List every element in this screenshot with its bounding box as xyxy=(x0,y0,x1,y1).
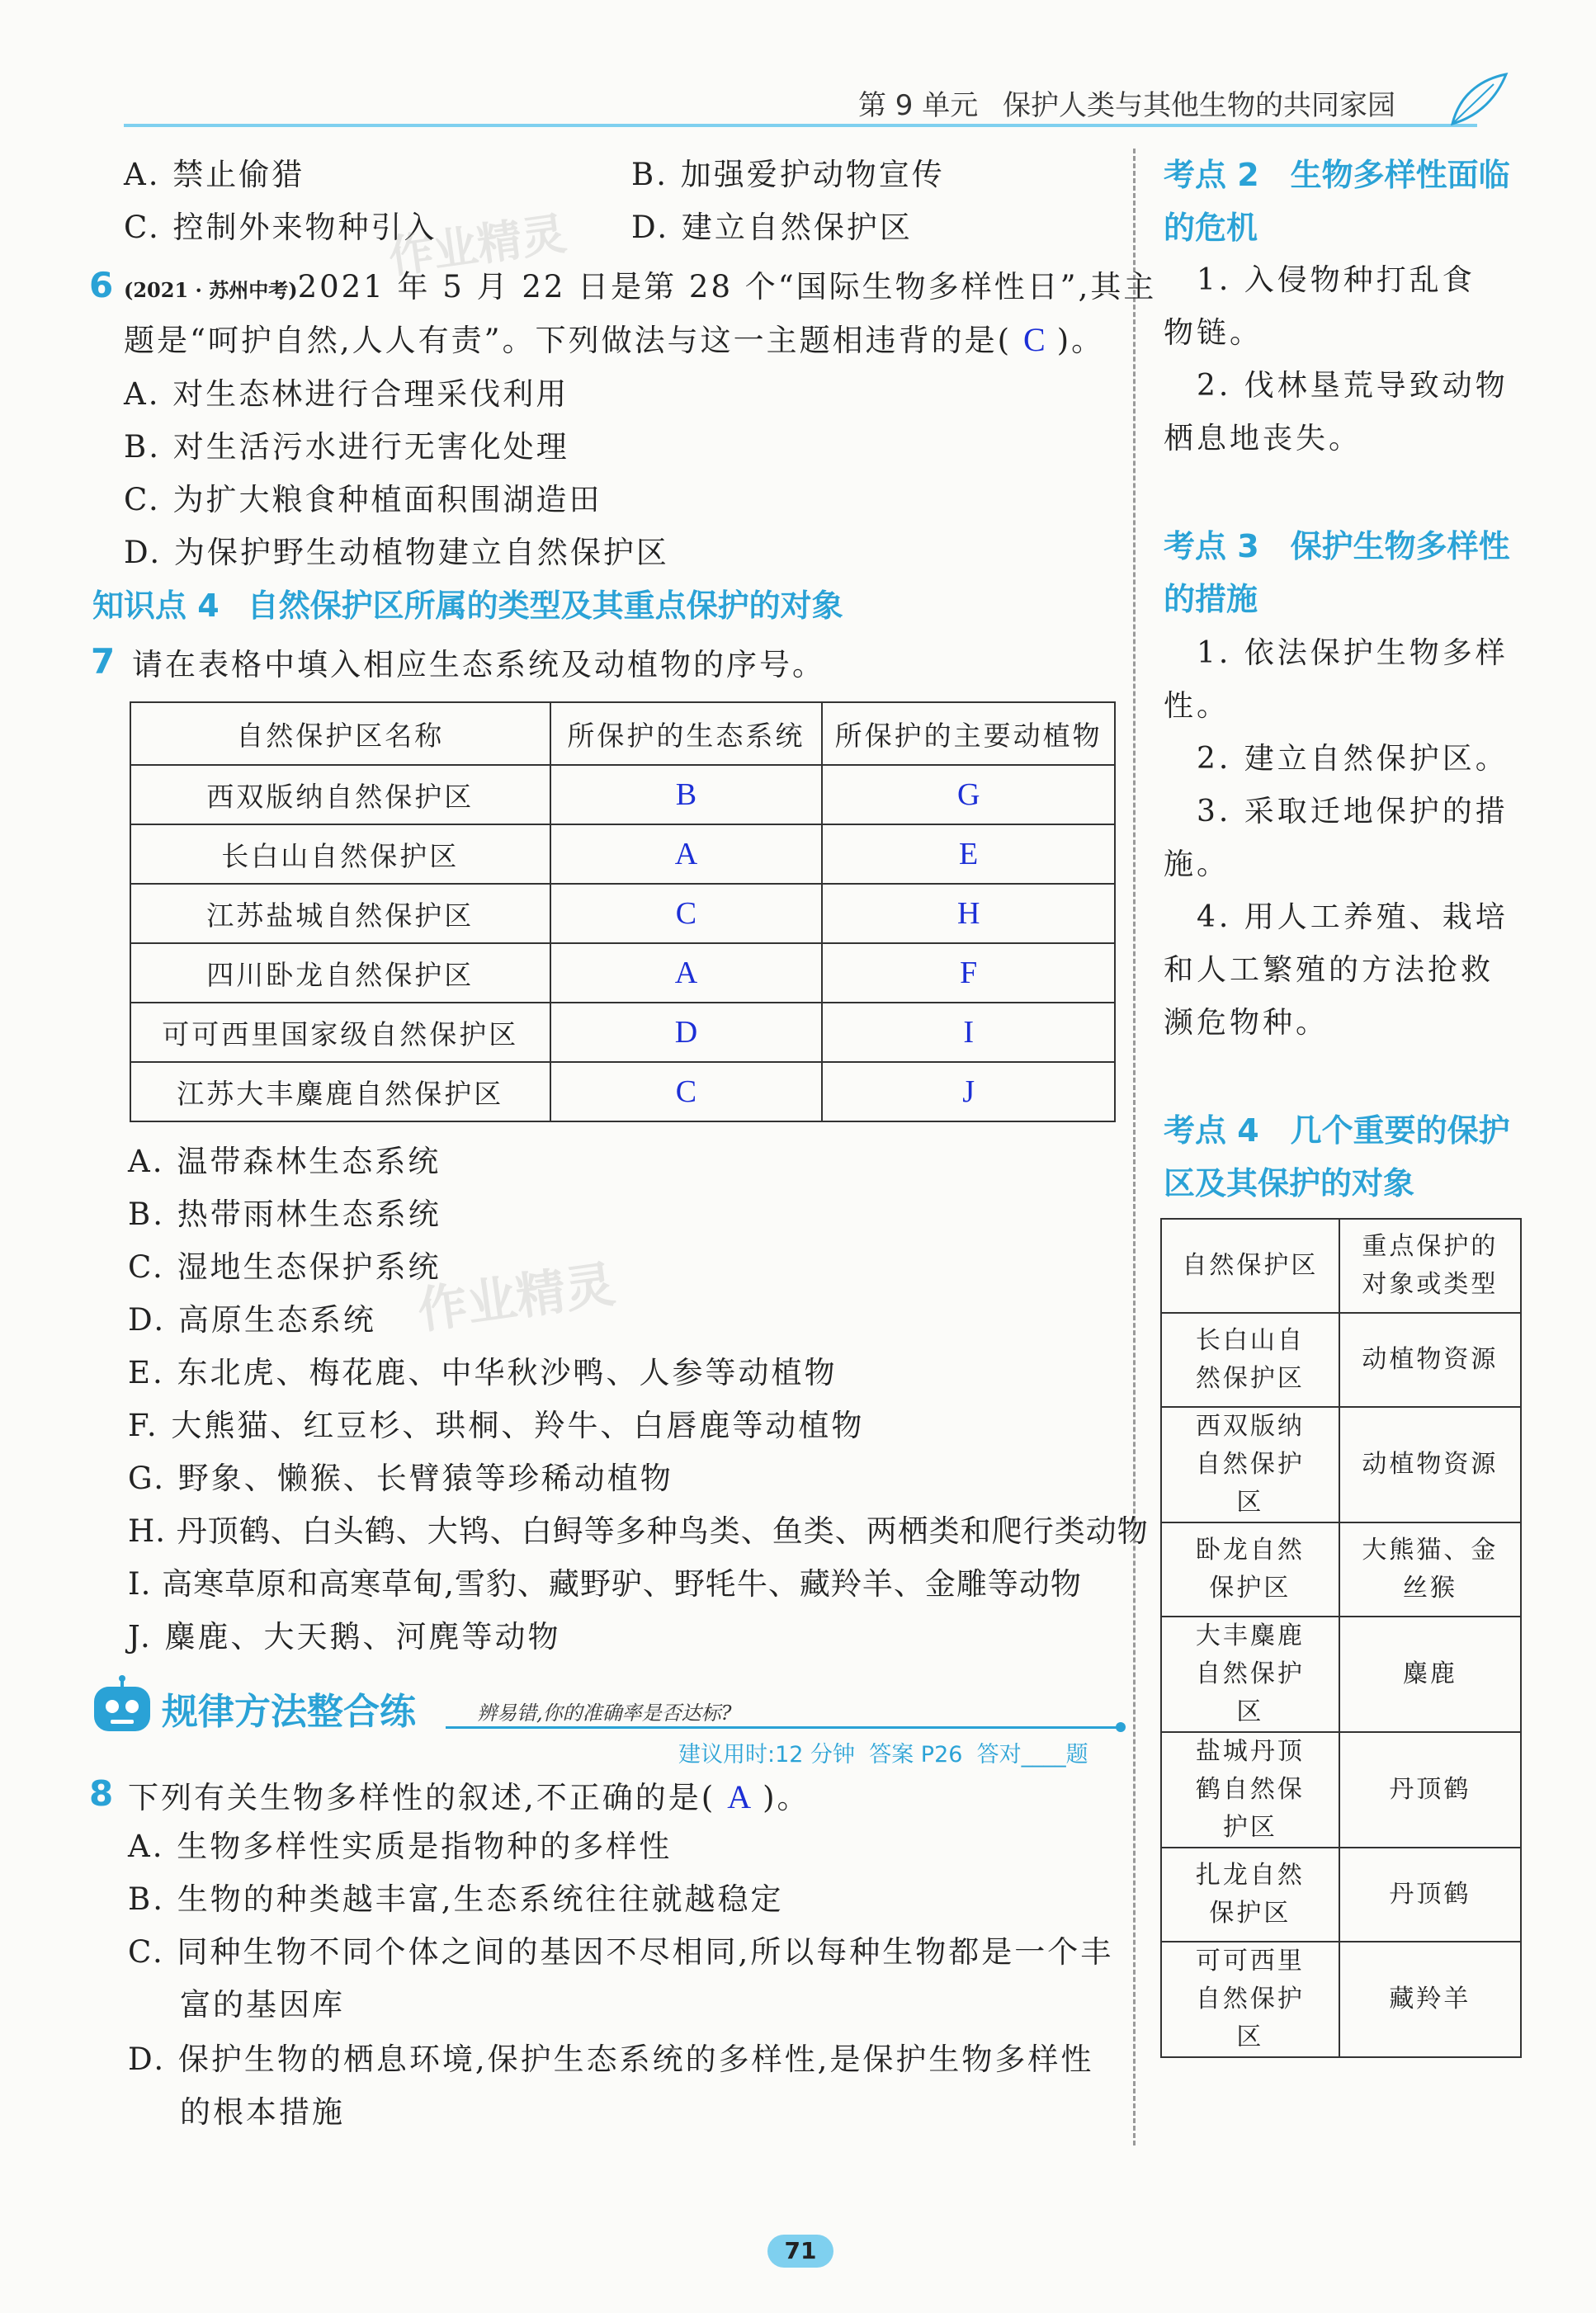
kd3-line: 3. 采取迁地保护的措 xyxy=(1164,795,1509,828)
q7-option-h: H. 丹顶鹤、白头鹤、大鸨、白鲟等多种鸟类、鱼类、两栖类和爬行类动物 xyxy=(128,1513,1149,1549)
kd3-title-line1: 考点 3 保护生物多样性 xyxy=(1164,528,1510,564)
kd3-line: 濒危物种。 xyxy=(1164,1006,1329,1040)
q7-option-c: C. 湿地生态保护系统 xyxy=(128,1249,441,1285)
q6-option-a: A. 对生态林进行合理采伐利用 xyxy=(124,376,569,412)
q8-stem-pre: 下列有关生物多样性的叙述,不正确的是( xyxy=(128,1780,716,1815)
sidebar-row-target: 麋鹿 xyxy=(1339,1617,1521,1732)
header-rule xyxy=(124,124,1477,127)
table-row xyxy=(130,765,1115,824)
q7-row-eco-answer: C xyxy=(550,1062,823,1121)
q7-option-b: B. 热带雨林生态系统 xyxy=(128,1197,441,1232)
kd3-line: 和人工繁殖的方法抢救 xyxy=(1164,953,1494,987)
sidebar-row-area: 扎龙自然保护区 xyxy=(1161,1848,1339,1942)
q6-option-b: B. 对生活污水进行无害化处理 xyxy=(124,429,569,465)
kd3-title-line2: 的措施 xyxy=(1164,581,1258,617)
q7-number: 7 xyxy=(91,641,116,682)
table-row xyxy=(1161,1522,1521,1617)
sidebar-row-target: 动植物资源 xyxy=(1339,1313,1521,1407)
sidebar-table-header xyxy=(1161,1219,1521,1313)
practice-rule-dot xyxy=(1116,1722,1126,1732)
q6-source: (2021 · 苏州中考) xyxy=(124,278,298,302)
table-row xyxy=(130,824,1115,884)
kd2-title-line1: 考点 2 生物多样性面临 xyxy=(1164,157,1510,193)
q7-row-name: 长白山自然保护区 xyxy=(130,824,550,884)
sidebar-row-target: 藏羚羊 xyxy=(1339,1942,1521,2057)
table-row xyxy=(1161,1313,1521,1407)
q7-row-species-answer: H xyxy=(822,884,1115,943)
q7-row-eco-answer: D xyxy=(550,1003,823,1062)
q7-row-name: 可可西里国家级自然保护区 xyxy=(130,1003,550,1062)
sidebar-row-target: 丹顶鹤 xyxy=(1339,1848,1521,1942)
q7-row-eco-answer: A xyxy=(550,943,823,1003)
q8-stem-post: )。 xyxy=(763,1780,810,1815)
table-row xyxy=(130,884,1115,943)
q8-option-b: B. 生物的种类越丰富,生态系统往往就越稳定 xyxy=(128,1881,784,1917)
sidebar-row-area: 可可西里自然保护区 xyxy=(1161,1942,1339,2057)
q5-option-c: C. 控制外来物种引入 xyxy=(124,210,437,245)
table-row xyxy=(1161,1617,1521,1732)
q7-row-name: 江苏大丰麋鹿自然保护区 xyxy=(130,1062,550,1121)
q7-row-name: 西双版纳自然保护区 xyxy=(130,765,550,824)
q8-option-a: A. 生物多样性实质是指物种的多样性 xyxy=(128,1829,673,1864)
q8-option-c: C. 同种生物不同个体之间的基因不尽相同,所以每种生物都是一个丰 xyxy=(128,1934,1114,1970)
practice-rule xyxy=(446,1726,1121,1729)
table-row xyxy=(130,1003,1115,1062)
q7-option-j: J. 麋鹿、大天鹅、河麂等动物 xyxy=(128,1619,561,1655)
kd2-line: 物链。 xyxy=(1164,316,1263,350)
q7-row-species-answer: F xyxy=(822,943,1115,1003)
sidebar-header-area: 自然保护区 xyxy=(1161,1219,1339,1313)
watermark: 作业精灵 xyxy=(385,207,569,284)
q5-option-b: B. 加强爱护动物宣传 xyxy=(631,157,945,192)
q7-row-eco-answer: C xyxy=(550,884,823,943)
kd2-line: 栖息地丧失。 xyxy=(1164,422,1362,456)
sidebar-row-target: 丹顶鹤 xyxy=(1339,1732,1521,1848)
q6-stem-pre: 题是“呵护自然,人人有责”。下列做法与这一主题相违背的是( xyxy=(124,323,1013,358)
q6-stem-line1 xyxy=(124,267,1156,310)
q7-option-e: E. 东北虎、梅花鹿、中华秋沙鸭、人参等动植物 xyxy=(128,1355,838,1390)
q6-stem-post: )。 xyxy=(1056,323,1105,358)
knowledge4-heading xyxy=(92,586,843,625)
q7-option-i: I. 高寒草原和高寒草甸,雪豹、藏野驴、野牦牛、藏羚羊、金雕等动物 xyxy=(128,1566,1082,1602)
table-row xyxy=(1161,1848,1521,1942)
sidebar-table xyxy=(1160,1218,1522,2058)
q7-table-header xyxy=(130,702,1115,765)
q7-table xyxy=(130,701,1116,1122)
q7-option-d: D. 高原生态系统 xyxy=(128,1302,376,1338)
knowledge4-title: 自然保护区所属的类型及其重点保护的对象 xyxy=(247,588,843,624)
table-row xyxy=(130,943,1115,1003)
sidebar-divider xyxy=(1133,149,1136,2145)
q8-option-d-cont: 的根本措施 xyxy=(180,2094,345,2130)
sidebar-row-target: 大熊猫、金丝猴 xyxy=(1339,1522,1521,1617)
knowledge4-label: 知识点 4 xyxy=(92,588,220,624)
q6-stem-text: 2021 年 5 月 22 日是第 28 个“国际生物多样性日”,其主 xyxy=(297,269,1157,304)
q7-stem: 请在表格中填入相应生态系统及动植物的序号。 xyxy=(132,647,825,682)
kd3-line: 2. 建立自然保护区。 xyxy=(1164,742,1509,776)
sidebar-row-area: 大丰麋鹿自然保护区 xyxy=(1161,1617,1339,1732)
sidebar-row-area: 盐城丹顶鹤自然保护区 xyxy=(1161,1732,1339,1848)
q6-number: 6 xyxy=(89,265,114,305)
q7-option-f: F. 大熊猫、红豆杉、珙桐、羚牛、白唇鹿等动植物 xyxy=(128,1408,865,1443)
q8-answer: A xyxy=(727,1778,752,1815)
q5-option-a: A. 禁止偷猎 xyxy=(124,157,305,192)
sidebar-header-target: 重点保护的对象或类型 xyxy=(1339,1219,1521,1313)
q7-row-species-answer: J xyxy=(822,1062,1115,1121)
q7-row-species-answer: E xyxy=(822,824,1115,884)
sidebar-row-target: 动植物资源 xyxy=(1339,1407,1521,1522)
watermark: 作业精灵 xyxy=(413,1255,619,1341)
leaf-icon xyxy=(1444,66,1510,132)
kd3-line: 1. 依法保护生物多样 xyxy=(1164,636,1509,670)
header-unit: 第 9 单元 xyxy=(858,89,979,122)
q6-answer: C xyxy=(1023,321,1046,358)
kd3-line: 施。 xyxy=(1164,847,1230,881)
sidebar-row-area: 卧龙自然保护区 xyxy=(1161,1522,1339,1617)
q8-stem xyxy=(128,1777,810,1818)
kd3-line: 4. 用人工养殖、栽培 xyxy=(1164,900,1509,934)
q7-row-species-answer: G xyxy=(822,765,1115,824)
q7-row-species-answer: I xyxy=(822,1003,1115,1062)
practice-subtitle: 辨易错,你的准确率是否达标? xyxy=(477,1702,732,1725)
q7-header-name: 自然保护区名称 xyxy=(130,702,550,765)
practice-meta: 建议用时:12 分钟 答案 P26 答对____题 xyxy=(678,1742,1088,1768)
kd2-title-line2: 的危机 xyxy=(1164,210,1258,246)
table-row xyxy=(1161,1942,1521,2057)
q6-stem-line2 xyxy=(124,320,1104,361)
sidebar-row-area: 西双版纳自然保护区 xyxy=(1161,1407,1339,1522)
q8-option-c-cont: 富的基因库 xyxy=(180,1987,345,2023)
q7-row-eco-answer: A xyxy=(550,824,823,884)
q7-row-name: 四川卧龙自然保护区 xyxy=(130,943,550,1003)
q6-option-c: C. 为扩大粮食种植面积围湖造田 xyxy=(124,482,602,517)
q8-option-d: D. 保护生物的栖息环境,保护生态系统的多样性,是保护生物多样性 xyxy=(128,2042,1094,2077)
table-row xyxy=(130,1062,1115,1121)
q7-option-g: G. 野象、懒猴、长臂猿等珍稀动植物 xyxy=(128,1461,673,1496)
q7-header-species: 所保护的主要动植物 xyxy=(822,702,1115,765)
sidebar-row-area: 长白山自然保护区 xyxy=(1161,1313,1339,1407)
q7-option-a: A. 温带森林生态系统 xyxy=(128,1144,441,1179)
header-title: 保护人类与其他生物的共同家园 xyxy=(1003,89,1395,122)
page-number: 71 xyxy=(767,2235,833,2268)
kd2-line: 2. 伐林垦荒导致动物 xyxy=(1164,369,1509,403)
practice-title: 规律方法整合练 xyxy=(162,1691,416,1733)
q5-option-d: D. 建立自然保护区 xyxy=(631,210,913,245)
q6-option-d: D. 为保护野生动植物建立自然保护区 xyxy=(124,535,669,570)
kd4-title-line1: 考点 4 几个重要的保护 xyxy=(1164,1112,1510,1149)
q7-header-eco: 所保护的生态系统 xyxy=(550,702,823,765)
kd2-line: 1. 入侵物种打乱食 xyxy=(1164,263,1476,297)
table-row xyxy=(1161,1732,1521,1848)
q8-number: 8 xyxy=(89,1773,114,1814)
kd4-title-line2: 区及其保护的对象 xyxy=(1164,1165,1415,1201)
kd3-line: 性。 xyxy=(1164,689,1230,723)
robot-icon xyxy=(89,1675,155,1738)
q7-row-eco-answer: B xyxy=(550,765,823,824)
table-row xyxy=(1161,1407,1521,1522)
q7-row-name: 江苏盐城自然保护区 xyxy=(130,884,550,943)
